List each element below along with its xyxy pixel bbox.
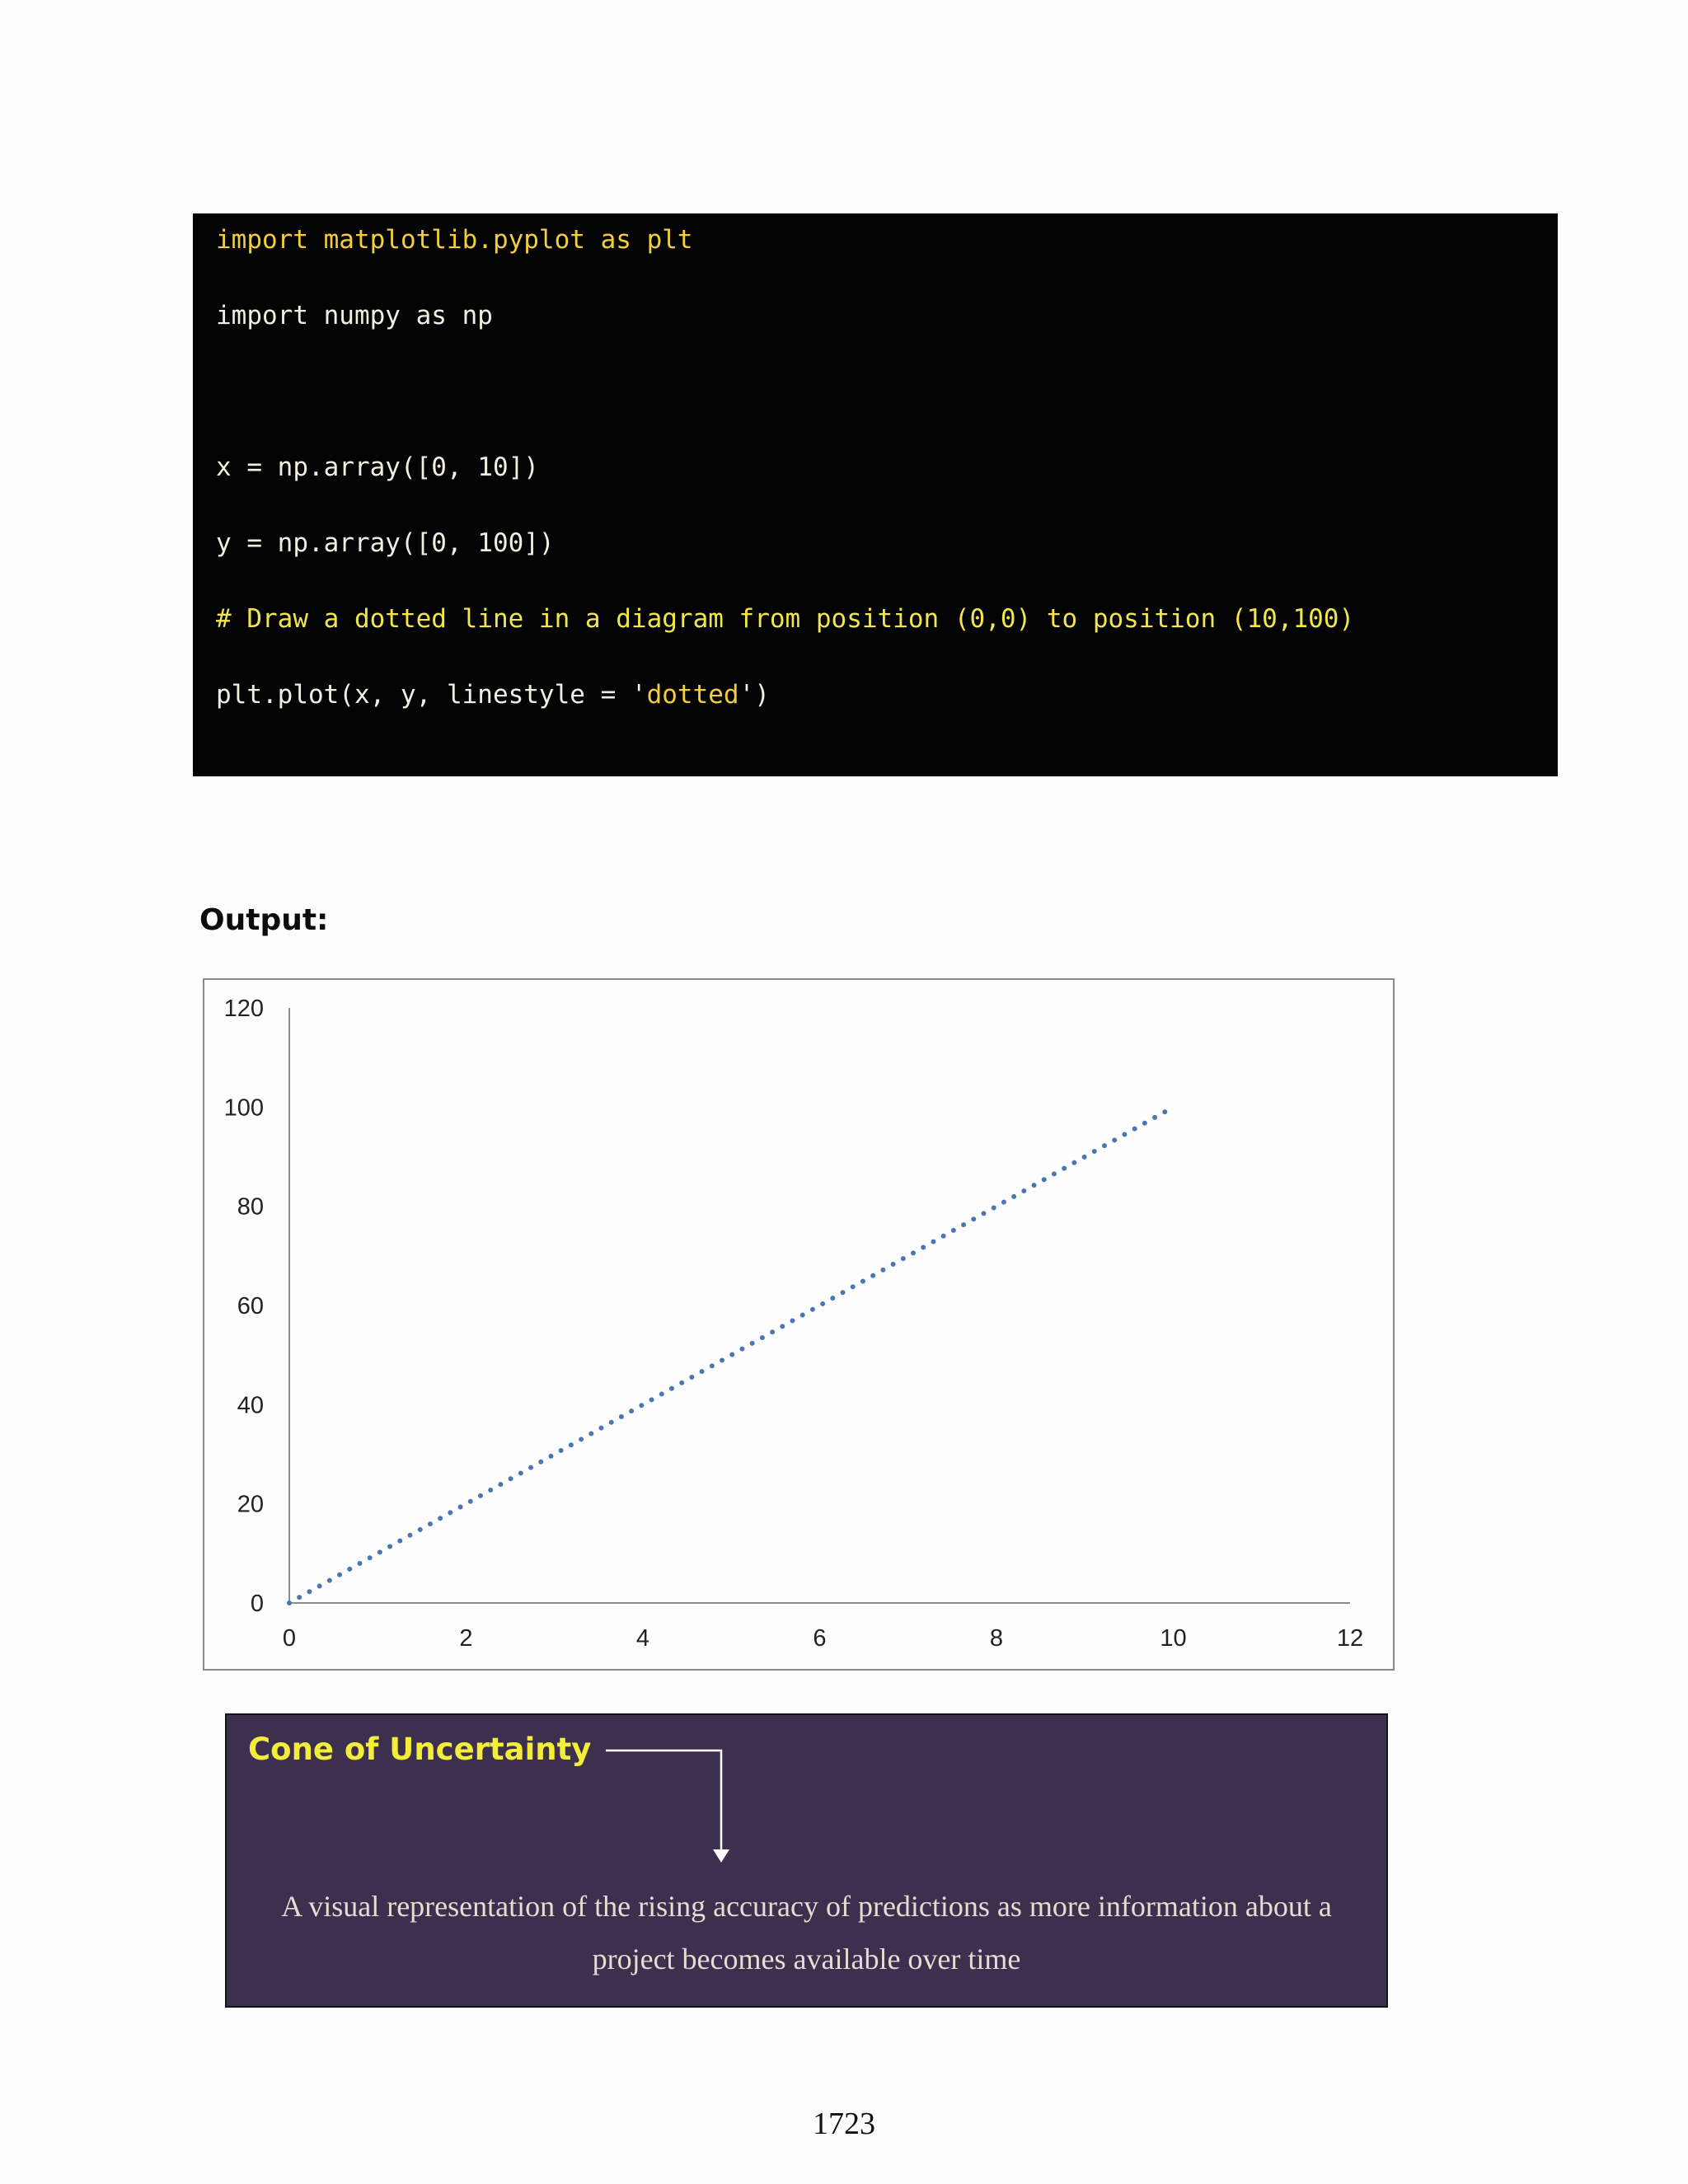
x-tick-label: 0 <box>282 1625 297 1652</box>
x-tick-label: 10 <box>1160 1625 1187 1652</box>
y-tick-label: 0 <box>250 1591 264 1617</box>
code-line-import-matplotlib: import matplotlib.pyplot as plt <box>216 225 693 255</box>
code-line-comment: # Draw a dotted line in a diagram from position (0,0) to position (10,100) <box>216 604 1355 634</box>
x-tick-label: 8 <box>989 1625 1004 1652</box>
x-tick-label: 12 <box>1336 1625 1364 1652</box>
plot-call-string: dotted <box>646 680 739 710</box>
code-line-import-numpy: import numpy as np <box>216 301 493 330</box>
y-tick-label: 60 <box>237 1293 264 1319</box>
x-tick-label: 4 <box>635 1625 650 1652</box>
line-chart <box>203 978 1395 1671</box>
y-tick-label: 120 <box>223 996 264 1022</box>
plot-call-prefix: plt.plot(x, y, linestyle = ' <box>216 680 647 710</box>
definition-box <box>225 1713 1388 2008</box>
output-label: Output: <box>199 903 329 937</box>
y-tick-label: 20 <box>237 1491 264 1518</box>
definition-text: A visual representation of the rising accuracy of predictions as more information about a project becomes available over time <box>281 1890 1332 1975</box>
code-block <box>193 213 1558 776</box>
code-line-plot-call <box>216 680 770 710</box>
y-tick-label: 100 <box>223 1094 264 1122</box>
plot-call-suffix: ') <box>738 680 770 710</box>
x-tick-label: 6 <box>813 1625 827 1652</box>
definition-term: Cone of Uncertainty <box>248 1732 592 1767</box>
y-tick-label: 80 <box>237 1193 264 1221</box>
code-line-y-array: y = np.array([0, 100]) <box>216 528 555 558</box>
chart-canvas <box>204 980 1396 1672</box>
y-tick-label: 40 <box>237 1392 264 1419</box>
page-number: 1723 <box>813 2107 875 2141</box>
data-series-line <box>289 1107 1174 1603</box>
x-tick-label: 2 <box>459 1625 473 1652</box>
code-line-x-array: x = np.array([0, 10]) <box>216 452 539 482</box>
